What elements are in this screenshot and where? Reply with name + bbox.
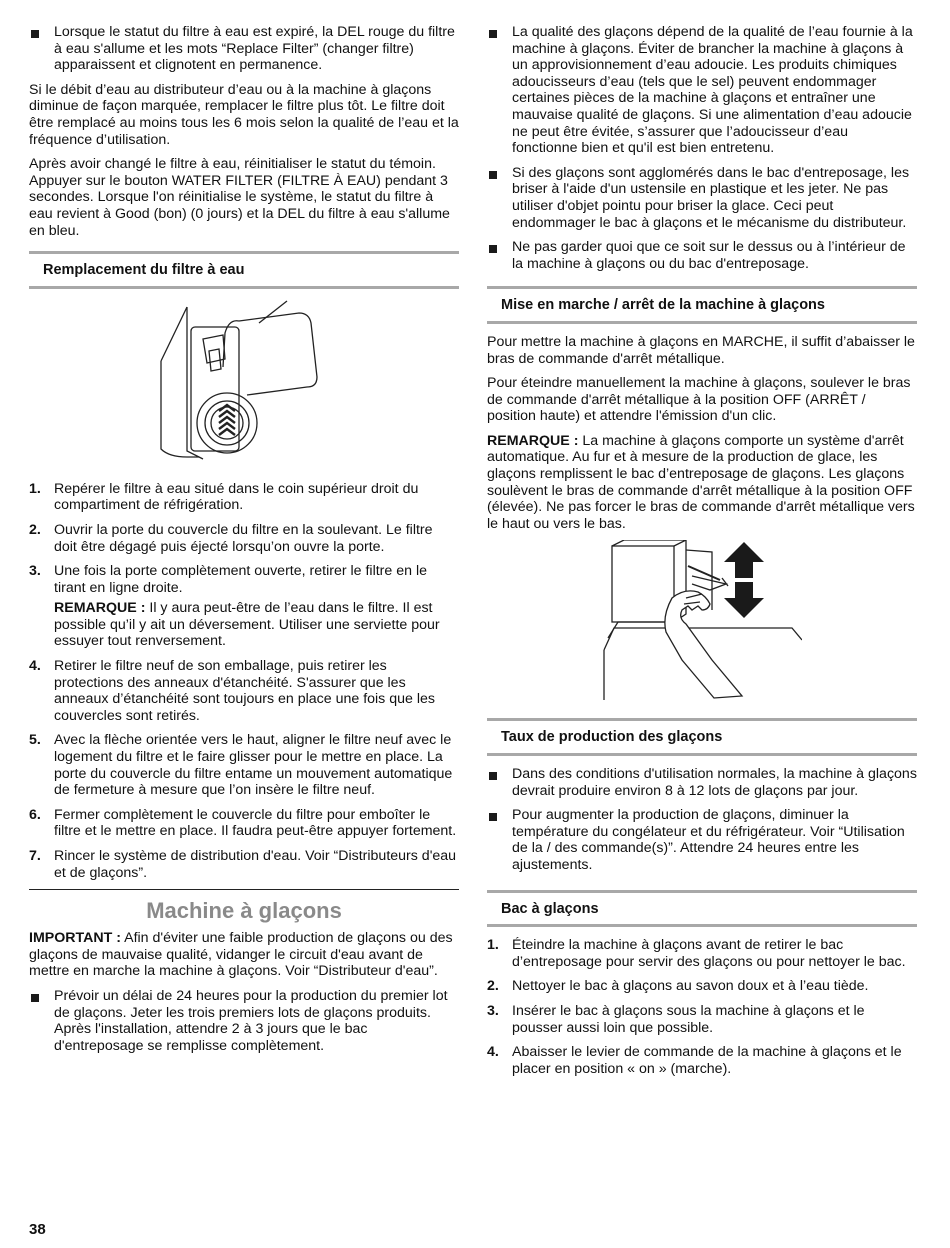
filter-step-5 [29,732,459,798]
filter-step-1 [29,481,459,514]
step-text: Repérer le filtre à eau situé dans le coin supérieur droit du compartiment de réfrigération. [54,480,419,514]
step-number: 4. [29,658,41,675]
bullet-production-normal: Dans des conditions d'utilisation normales, la machine à glaçons devrait produire environ 8 à 12 lots de glaçons par jour. [487,766,917,799]
step-text: Une fois la porte complètement ouverte, retirer le filtre en le tirant en ligne droite. [54,563,427,596]
section-heading-production-rate: Taux de production des glaçons [487,718,917,756]
step-text: Retirer le filtre neuf de son emballage, puis retirer les protections des anneaux d'étanchéité. S'assurer que les anneaux d’étanchéité sont toujours en place une fois que les couvercles sont retirés. [54,658,435,724]
page-number: 38 [29,1221,46,1238]
step-number: 3. [29,563,41,580]
right-column [487,24,917,1085]
important-text: Afin d'éviter une faible production de glaçons ou des glaçons de mauvaise qualité, vidanger le circuit d'eau avant de mettre en marche la machine à glaçons. Voir “Distributeur d'eau”. [29,930,453,980]
ice-maker-title: Machine à glaçons [146,898,342,924]
ice-maker-arm-illustration [602,540,802,700]
bullet-first-batch: Prévoir un délai de 24 heures pour la production du premier lot de glaçons. Jeter les trois premiers lots de glaçons produits. Après l'installation, attendre 2 à 3 jours que le bac d'entreposage se remplisse complètement. [29,988,459,1054]
water-filter-illustration [159,299,329,471]
filter-step-2 [29,522,459,555]
step-number: 3. [487,1002,499,1019]
step-text: Nettoyer le bac à glaçons au savon doux et à l’eau tiède. [512,978,869,995]
step-text: Insérer le bac à glaçons sous la machine à glaçons et le pousser aussi loin que possible. [512,1002,865,1036]
section-heading-filter-replacement: Remplacement du filtre à eau [29,251,459,289]
paragraph-turn-off: Pour éteindre manuellement la machine à glaçons, soulever le bras de commande d'arrêt métallique à la position OFF (ARRÊT / position haute) et attendre l'émission d'un clic. [487,375,911,425]
bullet-clumped-ice: Si des glaçons sont agglomérés dans le bac d'entreposage, les briser à l'aide d'un ustensile en plastique et les jeter. Ne pas utiliser d'objet pointu pour briser la glace. Ceci peut endommager le bac à glaçons et le mécanisme du distributeur. [487,165,917,231]
step-number: 5. [29,732,41,749]
step-number: 2. [487,978,499,995]
on-off-note [487,433,917,533]
note-text: Il y aura peut-être de l’eau dans le filtre. Il est possible qu’il y ait un déversement. Utiliser une serviette pour essuyer tout renversement. [54,600,440,650]
step-text: Fermer complètement le couvercle du filtre pour emboîter le filtre et le mettre en place. Il faudra peut-être appuyer fortement. [54,806,457,840]
note-label: REMARQUE : [487,432,579,449]
important-paragraph [29,930,459,980]
step-number: 2. [29,521,41,538]
bullet-filter-expired: Lorsque le statut du filtre à eau est expiré, la DEL rouge du filtre à eau s'allume et les mots “Replace Filter” (changer filtre) apparaissent et clignotent en permanence. [29,24,459,74]
bullet-production-increase: Pour augmenter la production de glaçons, diminuer la température du congélateur et du réfrigérateur. Voir “Utilisation de la / des commande(s)”. Attendre 24 heures entre les ajustements. [487,807,917,873]
step-number: 7. [29,848,41,864]
step-number: 4. [487,1044,499,1061]
note-text: La machine à glaçons comporte un système d'arrêt automatique. Au fur et à mesure de la production de glace, les glaçons remplissent le bac d’entreposage de glaçons. Les glaçons soulèvent le bras de commande d'arrêt métallique à la position OFF (élevée). Ne pas forcer le bras de commande d'arrêt métallique vers le haut ou vers le bas. [487,432,915,532]
paragraph-reset-status: Après avoir changé le filtre à eau, réinitialiser le statut du témoin. Appuyer sur le bouton WATER FILTER (FILTRE À EAU) pendant 3 secondes. Lorsque l'on réinitialise le système, le statut du filtre à eau revient à Good (bon) (0 jours) et la DEL du filtre à eau s'allume en bleu. [29,156,450,239]
filter-step-4 [29,658,459,724]
step-text: Rincer le système de distribution d'eau. Voir “Distributeurs d'eau et de glaçons”. [54,848,457,881]
note-label: REMARQUE : [54,600,146,617]
bin-step-2 [487,978,917,995]
bullet-keep-clear: Ne pas garder quoi que ce soit sur le dessus ou à l’intérieur de la machine à glaçons ou du bac d'entreposage. [487,239,917,272]
left-column [29,24,459,1062]
step-text: Abaisser le levier de commande de la machine à glaçons et le placer en position « on » (marche). [512,1044,902,1077]
section-heading-ice-bin: Bac à glaçons [487,890,917,928]
important-label: IMPORTANT : [29,930,121,947]
step-text: Avec la flèche orientée vers le haut, aligner le filtre neuf avec le logement du filtre et le faire glisser pour le mettre en place. La porte du couvercle du filtre entame un mouvement automatique de fermeture à mesure que l’on insère le filtre neuf. [54,732,453,799]
step-text: Ouvrir la porte du couvercle du filtre en la soulevant. Le filtre doit être dégagé puis éjecté lorsqu’on ouvre la porte. [54,521,433,555]
filter-step-7 [29,848,459,881]
filter-step-6 [29,807,459,840]
bin-step-4 [487,1044,917,1077]
section-divider [29,889,459,890]
bullet-ice-quality: La qualité des glaçons dépend de la qualité de l’eau fournie à la machine à glaçons. Éviter de brancher la machine à glaçons à un approvisionnement d’eau adoucie. Les produits chimiques adoucisseurs d’eau (tels que le sel) peuvent endommager certaines pièces de la machine à glaçons et entraîner une mauvaise qualité de glaçons. Si une alimentation d’eau adoucie ne peut être évitée, s’assurer que l’adoucisseur d’eau fonctionne bien et qu'il est bien entretenu. [487,24,917,157]
paragraph-flow-rate: Si le débit d’eau au distributeur d’eau ou à la machine à glaçons diminue de façon marquée, remplacer le filtre plus tôt. Le filtre doit être remplacé au moins tous les 6 mois selon la qualité de l’eau et la fréquence d’utilisation. [29,81,459,148]
step-number: 1. [487,937,499,954]
step-number: 1. [29,480,41,497]
filter-step-3 [29,563,459,650]
section-heading-on-off: Mise en marche / arrêt de la machine à glaçons [487,286,917,324]
bin-step-1 [487,937,917,970]
paragraph-turn-on: Pour mettre la machine à glaçons en MARCHE, il suffit d’abaisser le bras de commande d'arrêt métallique. [487,333,915,367]
step-3-note [54,600,459,650]
step-text: Éteindre la machine à glaçons avant de retirer le bac d’entreposage pour servir des glaçons ou pour nettoyer le bac. [512,937,906,970]
step-number: 6. [29,806,41,823]
bin-step-3 [487,1003,917,1036]
